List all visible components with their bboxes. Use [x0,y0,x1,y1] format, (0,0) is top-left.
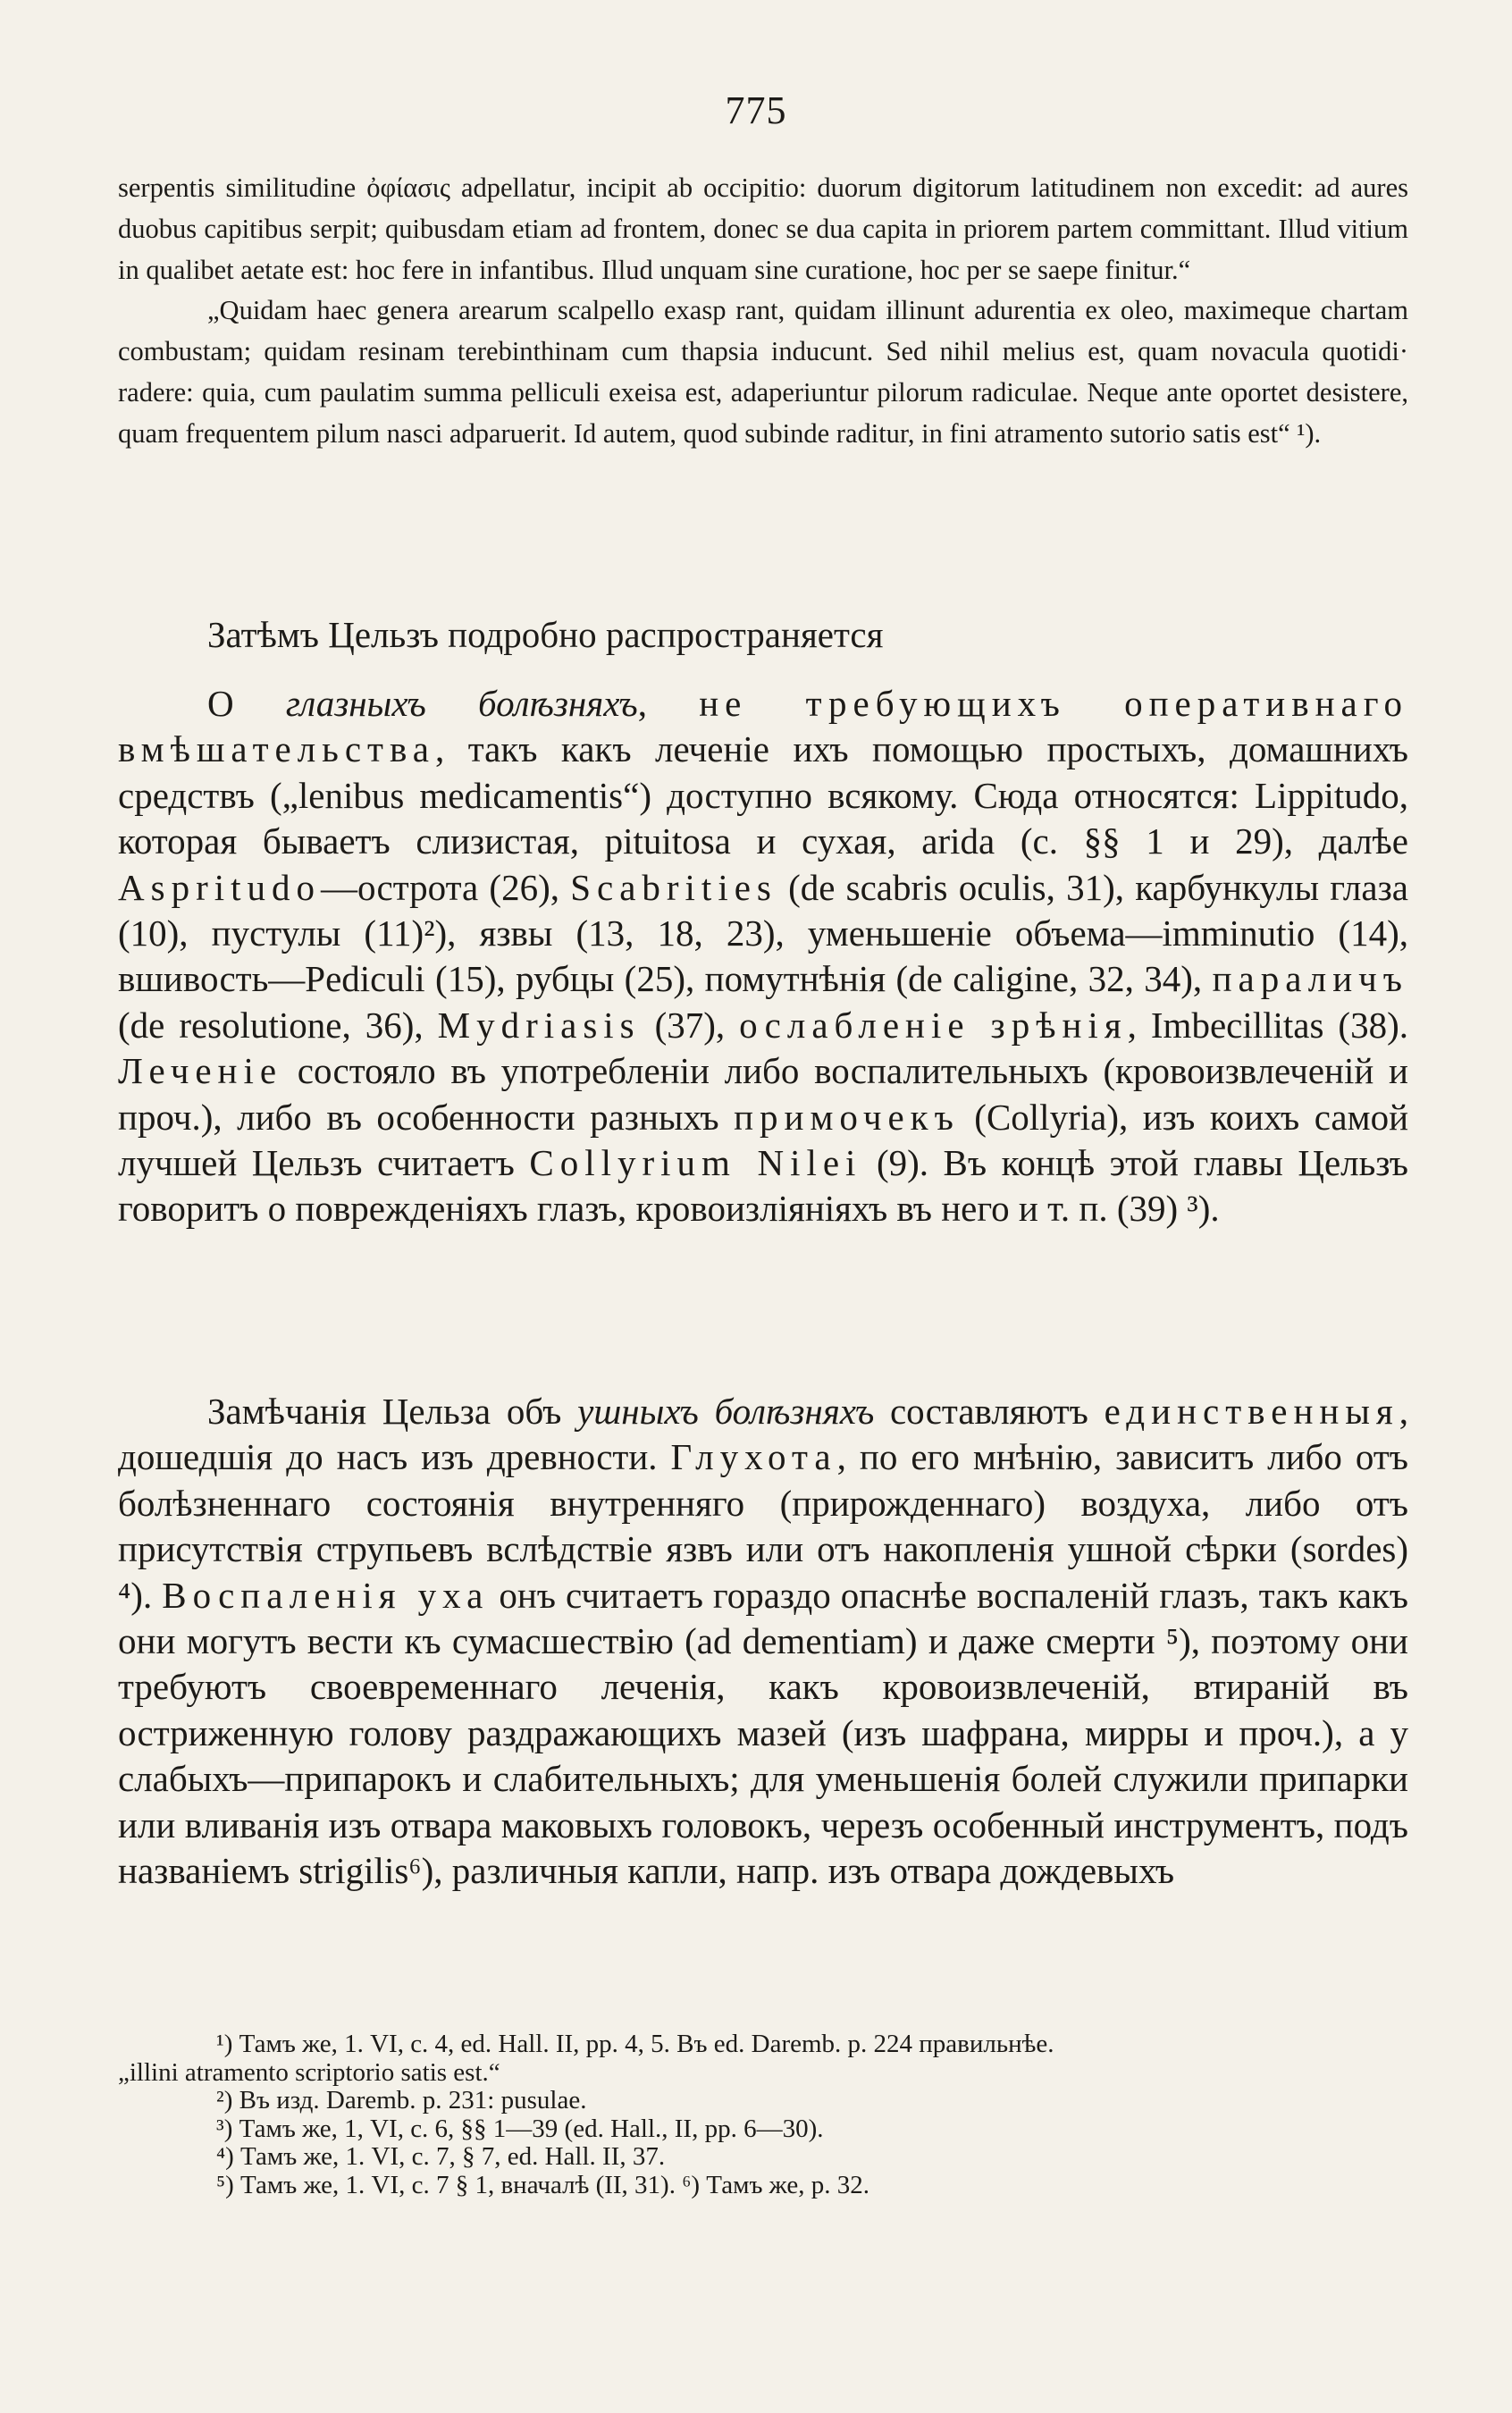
spaced-term: Aspritudo [118,866,321,908]
spaced-term: Collyrium Nilei [529,1142,862,1184]
text-run: (37), [640,1004,740,1046]
text-run: , по его мнѣнію, зависитъ либо отъ болѣзненнаго состоянія внутренняго (прирожденнаго) воздуха, либо отъ присутствія струпьевъ вслѣдствіе язвъ или отъ накопленія ушной сѣрки (sordes) ⁴). [118,1436,1408,1616]
spaced-term: Воспаленія уха [162,1574,490,1616]
spaced-term: примочекъ [734,1096,960,1138]
footnote-3: ³) Тамъ же, 1, VI, с. 6, §§ 1—39 (ed. Hall., II, pp. 6—30). [216,2114,824,2143]
spaced-term: ослабленіе зрѣнія [739,1004,1128,1046]
italic-term: ушныхъ болѣзняхъ [577,1391,875,1432]
footnote-5-6: ⁵) Тамъ же, 1. VI, с. 7 § 1, вначалѣ (II, 31). ⁶) Тамъ же, р. 32. [216,2170,869,2199]
footnotes [118,2030,1408,2199]
text-run: —острота (26), [321,866,571,908]
footnote-1: ¹) Тамъ же, 1. VI, с. 4, ed. Hall. II, pp. 4, 5. Въ ed. Daremb. p. 224 правильнѣе. [216,2030,1054,2058]
text-run: состояло въ употребленіи либо воспалительныхъ (кровоизвлеченій и проч.), либо въ особенности разныхъ [118,1050,1408,1138]
spaced-term: Mydriasis [437,1004,641,1046]
spaced-term: Леченіе [118,1050,283,1092]
text-run: , дошедшія до насъ изъ древности. [118,1391,1408,1478]
spaced-term: не требующихъ оперативнаго вмѣшательства [118,683,1409,770]
text-run: онъ считаетъ гораздо опаснѣе воспаленій глазъ, такъ какъ они могутъ вести къ сумасшествію (ad dementiam) и даже смерти ⁵), поэтому они требуютъ своевременнаго леченія, какъ кровоизвлеченій, втираній въ остриженную голову раздражающихъ мазей (изъ шафрана, мирры и проч.), а у слабыхъ—припарокъ и слабительныхъ; для уменьшенія болей служили припарки или вливанія изъ отвара маковыхъ головокъ, черезъ особенный инструментъ, подъ названіемъ strigilis⁶), различныя капли, напр. изъ отвара дождевыхъ [118,1574,1409,1892]
main-text [118,681,1408,1232]
transition-line: Затѣмъ Цельзъ подробно распространяется [207,614,884,655]
text-run: (9). Въ концѣ этой главы Цельзъ говоритъ о поврежденіяхъ глазъ, кровоизліяніяхъ въ него и т. п. (39) ³). [118,1142,1408,1230]
spaced-term: Scabrities [570,866,777,908]
latin-quotation-block [118,168,1408,455]
ear-diseases-paragraph [118,1389,1408,1894]
italic-term: глазныхъ болѣзняхъ [285,683,638,724]
spaced-term: единственныя [1104,1391,1399,1432]
spaced-term: параличъ [1212,958,1408,1000]
latin-paragraph: „Quidam haec genera arearum scalpello exasp rant, quidam illinunt adurentia ex oleo, maximeque chartam combustam; quidam resinam terebinthinam cum thapsia inducunt. Sed nihil melius est, quam novacula quotidi· radere: quia, cum paulatim summa pelliculi exeisa est, adaperiuntur pilorum radiculae. Neque ante oportet desistere, quam frequentem pilum nasci adparuerit. Id autem, quod subinde raditur, in fini atramento sutorio satis est“ ¹). [118,295,1408,449]
text-run: (de resolutione, 36), [118,1004,438,1046]
footnote-1-continuation: „illini atramento scriptorio satis est.“ [118,2057,500,2087]
footnote-2: ²) Въ изд. Daremb. p. 231: pusulae. [216,2086,587,2115]
text-run: , Imbecillitas (38). [1127,1004,1408,1046]
spaced-term: Глухота [670,1436,837,1478]
text-run: (de scabris oculis, 31), карбункулы глаза (10), пустулы (11)²), язвы (13, 18, 23), уменьшеніе объема—imminutio (14), вшивость—Pediculi (15), рубцы (25), помутнѣнія (de caligine, 32, 34), [118,866,1408,1000]
page-number: 775 [725,88,787,132]
latin-paragraph: serpentis similitudine ὀφίασις adpellatur, incipit ab occipitio: duorum digitorum latitudinem non excedit: ad aures duobus capitibus serpit; quibusdam etiam ad frontem, donec se dua capita in priorem partem committant. Illud vitium in qualibet aetate est: hoc fere in infantibus. Illud unquam sine curatione, hoc per se saepe finitur.“ [118,172,1408,285]
text-run: составляютъ [874,1391,1105,1432]
text-run: (Collyria), изъ коихъ самой лучшей Цельзъ считаетъ [118,1096,1409,1184]
text-run: О [207,683,286,724]
eye-diseases-paragraph: О глазныхъ болѣзняхъ, не требующихъ оперативнаго вмѣшательства, такъ какъ леченіе ихъ помощью простыхъ, домашнихъ средствъ („lenibus medicamentis“) доступно всякому. Сюда относятся: Lippitudo, которая бываетъ слизистая, pituitosa и сухая, arida (с. §§ 1 и 29), далѣе Aspritudo—острота (26), Scabrities (de scabris oculis, 31), карбункулы глаза (10), пустулы (11)²), язвы (13, 18, 23), уменьшеніе объема—imminutio (14), вшивость—Pediculi (15), рубцы (25), помутнѣнія (de caligine, 32, 34), параличъ (de resolutione, 36), Mydriasis (37), ослабленіе зрѣнія, Imbecillitas (38). Леченіе состояло въ употребленіи либо воспалительныхъ (кровоизвлеченій и проч.), либо въ особенности разныхъ примочекъ (Collyria), изъ коихъ самой лучшей Цельзъ считаетъ Collyrium Nilei (9). Въ концѣ этой главы Цельзъ говоритъ о поврежденіяхъ глазъ, кровоизліяніяхъ въ него и т. п. (39) ³). [118,683,1409,1230]
text-run: , такъ какъ леченіе ихъ помощью простыхъ, домашнихъ средствъ („lenibus medicamentis“) доступно всякому. Сюда относятся: Lippitudo, которая бываетъ слизистая, pituitosa и сухая, arida (с. §§ 1 и 29), далѣе [118,728,1408,862]
footnote-4: ⁴) Тамъ же, 1. VI, с. 7, § 7, ed. Hall. II, 37. [216,2142,666,2171]
main-text-2 [118,1389,1408,1894]
text-run: Замѣчанія Цельза объ [207,1391,578,1432]
